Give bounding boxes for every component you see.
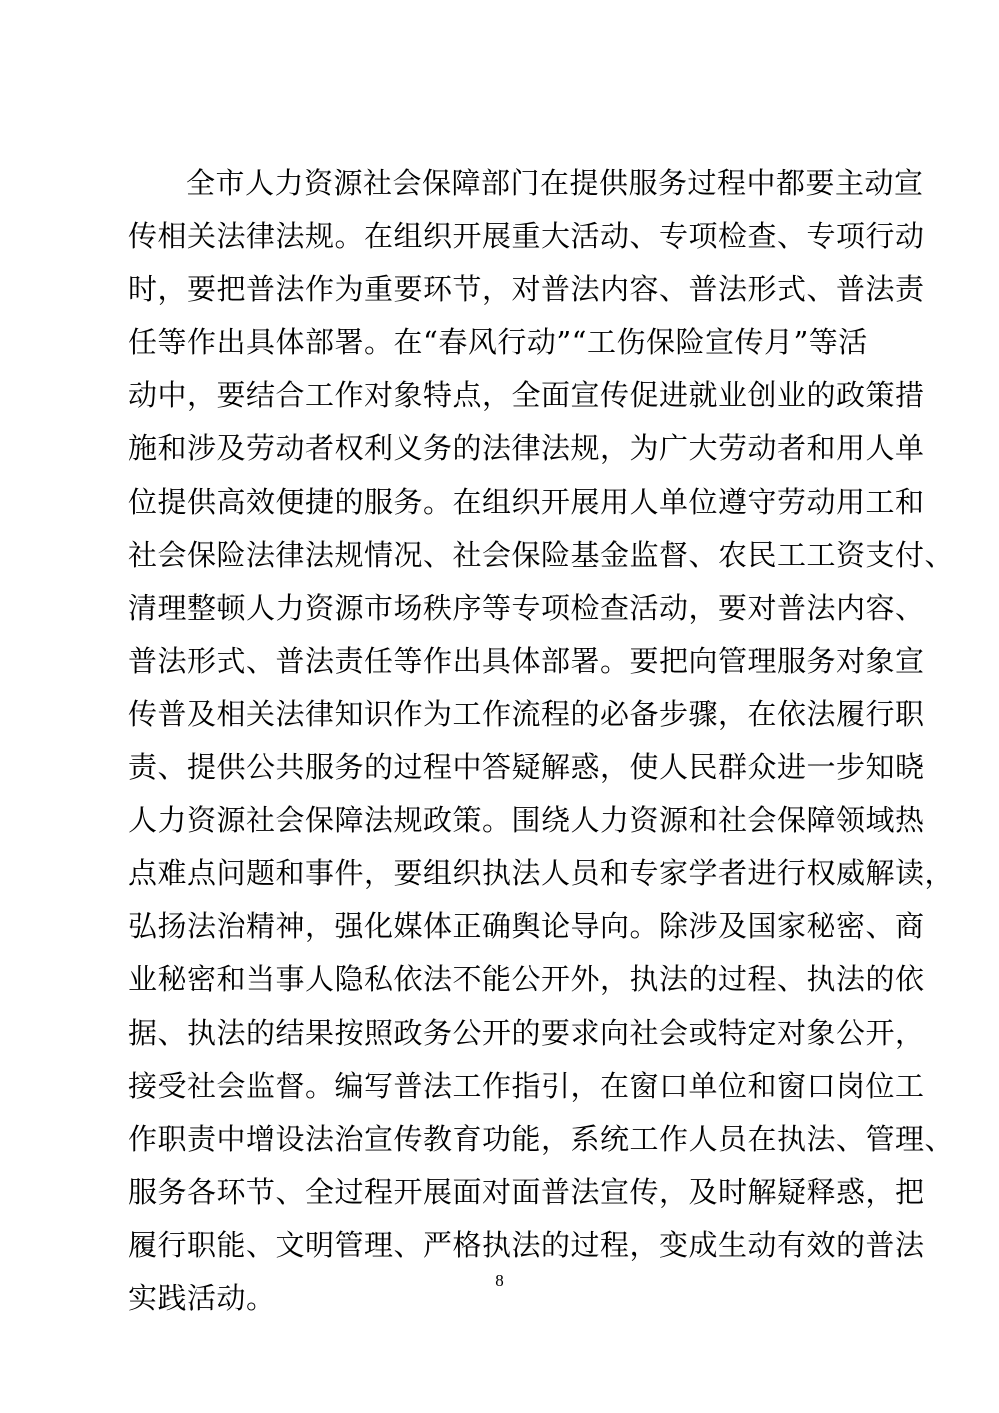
paragraph-line: 点难点问题和事件，要组织执法人员和专家学者进行权威解读， (128, 856, 955, 891)
body-paragraph (128, 157, 955, 1325)
paragraph-line: 接受社会监督。编写普法工作指引，在窗口单位和窗口岗位工 (128, 1068, 925, 1103)
paragraph-line: 作职责中增设法治宣传教育功能，系统工作人员在执法、管理、 (128, 1121, 955, 1156)
paragraph-line: 动中，要结合工作对象特点，全面宣传促进就业创业的政策措 (128, 378, 925, 413)
paragraph-line: 位提供高效便捷的服务。在组织开展用人单位遵守劳动用工和 (128, 484, 925, 519)
paragraph-line: 清理整顿人力资源市场秩序等专项检查活动，要对普法内容、 (128, 590, 925, 625)
paragraph-line: 全市人力资源社会保障部门在提供服务过程中都要主动宣 (186, 166, 924, 200)
paragraph-line: 施和涉及劳动者权利义务的法律法规，为广大劳动者和用人单 (128, 431, 925, 466)
paragraph-line: 责、提供公共服务的过程中答疑解惑，使人民群众进一步知晓 (128, 750, 925, 785)
paragraph-line: 弘扬法治精神，强化媒体正确舆论导向。除涉及国家秘密、商 (128, 909, 925, 944)
paragraph-line: 据、执法的结果按照政务公开的要求向社会或特定对象公开， (128, 1015, 925, 1050)
paragraph-line: 社会保险法律法规情况、社会保险基金监督、农民工工资支付、 (128, 537, 955, 572)
paragraph-line: 人力资源社会保障法规政策。围绕人力资源和社会保障领域热 (128, 803, 925, 838)
paragraph-line: 传普及相关法律知识作为工作流程的必备步骤，在依法履行职 (128, 696, 925, 731)
paragraph-line: 业秘密和当事人隐私依法不能公开外，执法的过程、执法的依 (128, 962, 925, 997)
paragraph-line: 实践活动。 (128, 1280, 276, 1315)
paragraph-line: 普法形式、普法责任等作出具体部署。要把向管理服务对象宣 (128, 643, 925, 678)
paragraph-line: 履行职能、文明管理、严格执法的过程，变成生动有效的普法 (128, 1227, 925, 1262)
paragraph-line: 时，要把普法作为重要环节，对普法内容、普法形式、普法责 (128, 272, 925, 307)
page-number: 8 (495, 1271, 504, 1290)
paragraph-line: 服务各环节、全过程开展面对面普法宣传，及时解疑释惑，把 (128, 1174, 925, 1209)
paragraph-line: 传相关法律法规。在组织开展重大活动、专项检查、专项行动 (128, 219, 925, 254)
paragraph-line: 任等作出具体部署。在“春风行动”“工伤保险宣传月”等活 (128, 325, 868, 360)
